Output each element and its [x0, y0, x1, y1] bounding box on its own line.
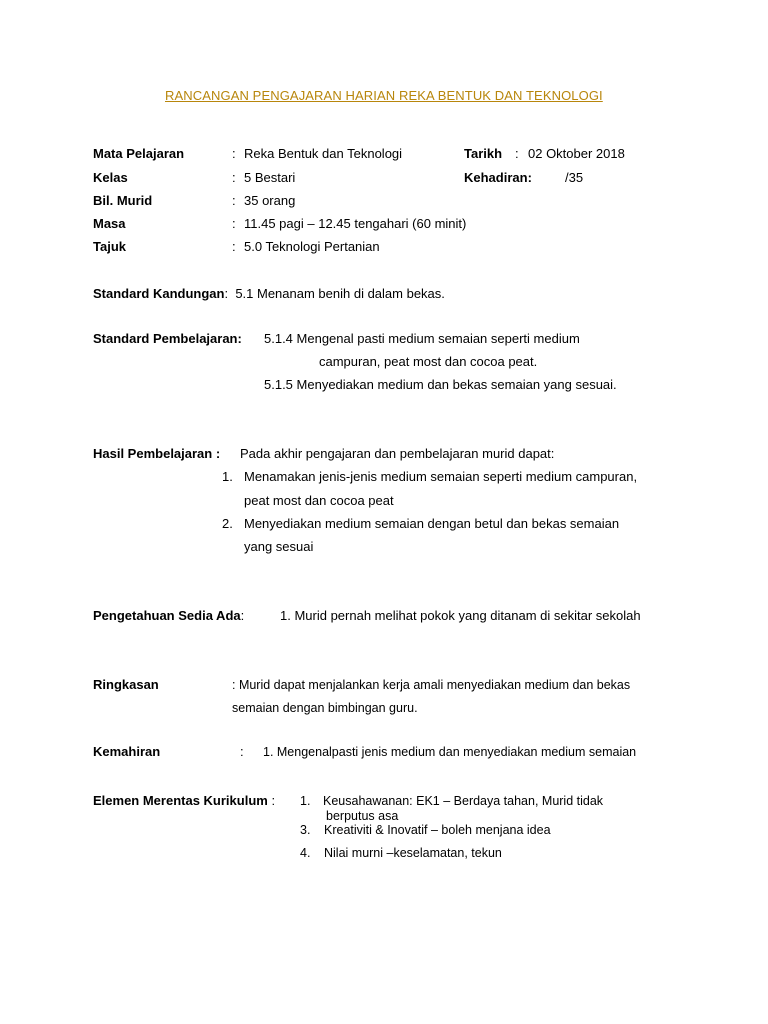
mata-pelajaran-label: Mata Pelajaran [93, 146, 185, 161]
tajuk-value: 5.0 Teknologi Pertanian [244, 239, 380, 254]
elemen-item-line2: berputus asa [326, 809, 399, 823]
ringkasan-line1: : Murid dapat menjalankan kerja amali menyediakan medium dan bekas [232, 678, 631, 692]
standard-kandungan-value: 5.1 Menanam benih di dalam bekas. [235, 286, 445, 301]
masa-label: Masa [93, 216, 126, 231]
elemen-merentas-kurikulum-sep: : [271, 793, 276, 808]
pengetahuan-sedia-ada-label: Pengetahuan Sedia Ada [93, 608, 241, 623]
pengetahuan-sedia-ada-row [93, 608, 244, 624]
kelas-sep: : [232, 170, 236, 185]
hasil-item-line1: Menyediakan medium semaian dengan betul dan bekas semaian [244, 516, 620, 531]
elemen-item-number: 4. [300, 846, 311, 860]
tajuk-label: Tajuk [93, 239, 126, 254]
standard-pembelajaran-label: Standard Pembelajaran: [93, 331, 242, 346]
elemen-item-number: 1. [300, 794, 311, 808]
bil-murid-label: Bil. Murid [93, 193, 153, 208]
masa-value: 11.45 pagi – 12.45 tengahari (60 minit) [244, 216, 467, 231]
document-title: RANCANGAN PENGAJARAN HARIAN REKA BENTUK DAN TEKNOLOGI [165, 88, 603, 103]
bil-murid-value: 35 orang [244, 193, 296, 208]
elemen-item-line1: Kreativiti & Inovatif – boleh menjana idea [324, 823, 551, 837]
hasil-item-line2: yang sesuai [244, 539, 314, 554]
hasil-item-line2: peat most dan cocoa peat [244, 493, 394, 508]
mata-pelajaran-sep: : [232, 146, 236, 161]
mata-pelajaran-value: Reka Bentuk dan Teknologi [244, 146, 403, 161]
standard-kandungan-row [93, 286, 445, 302]
tarikh-sep: : [515, 146, 519, 161]
elemen-item-line1: Keusahawanan: EK1 – Berdaya tahan, Murid tidak [323, 794, 604, 808]
ringkasan-line2: semaian dengan bimbingan guru. [232, 701, 418, 715]
standard-pembelajaran-item1-line2: campuran, peat most dan cocoa peat. [319, 354, 538, 369]
kemahiran-label: Kemahiran [93, 744, 161, 759]
standard-pembelajaran-item2: 5.1.5 Menyediakan medium dan bekas semaian yang sesuai. [264, 377, 617, 392]
standard-kandungan-label: Standard Kandungan [93, 286, 225, 301]
tarikh-label: Tarikh [464, 146, 503, 161]
tarikh-value: 02 Oktober 2018 [528, 146, 625, 161]
pengetahuan-sedia-ada-value: 1. Murid pernah melihat pokok yang ditanam di sekitar sekolah [280, 608, 641, 623]
elemen-item-number: 3. [300, 823, 311, 837]
bil-murid-sep: : [232, 193, 236, 208]
standard-pembelajaran-item1-line1: 5.1.4 Mengenal pasti medium semaian seperti medium [264, 331, 580, 346]
elemen-item-line1: Nilai murni –keselamatan, tekun [324, 846, 502, 860]
kehadiran-label: Kehadiran: [464, 170, 532, 185]
kemahiran-value: 1. Mengenalpasti jenis medium dan menyediakan medium semaian [263, 745, 637, 759]
ringkasan-label: Ringkasan [93, 677, 159, 692]
tajuk-sep: : [232, 239, 236, 254]
kemahiran-sep: : [240, 744, 244, 759]
hasil-item-number: 2. [222, 516, 233, 531]
hasil-pembelajaran-intro: Pada akhir pengajaran dan pembelajaran murid dapat: [240, 446, 555, 461]
standard-kandungan-sep: : [224, 286, 229, 301]
hasil-item-number: 1. [222, 469, 233, 484]
elemen-merentas-kurikulum-label: Elemen Merentas Kurikulum [93, 793, 268, 808]
hasil-item-line1: Menamakan jenis-jenis medium semaian seperti medium campuran, [244, 469, 638, 484]
kehadiran-value: /35 [565, 170, 584, 185]
masa-sep: : [232, 216, 236, 231]
kelas-label: Kelas [93, 170, 128, 185]
kelas-value: 5 Bestari [244, 170, 296, 185]
hasil-pembelajaran-label: Hasil Pembelajaran : [93, 446, 221, 461]
elemen-merentas-kurikulum-row [93, 793, 275, 809]
pengetahuan-sedia-ada-sep: : [240, 608, 245, 623]
